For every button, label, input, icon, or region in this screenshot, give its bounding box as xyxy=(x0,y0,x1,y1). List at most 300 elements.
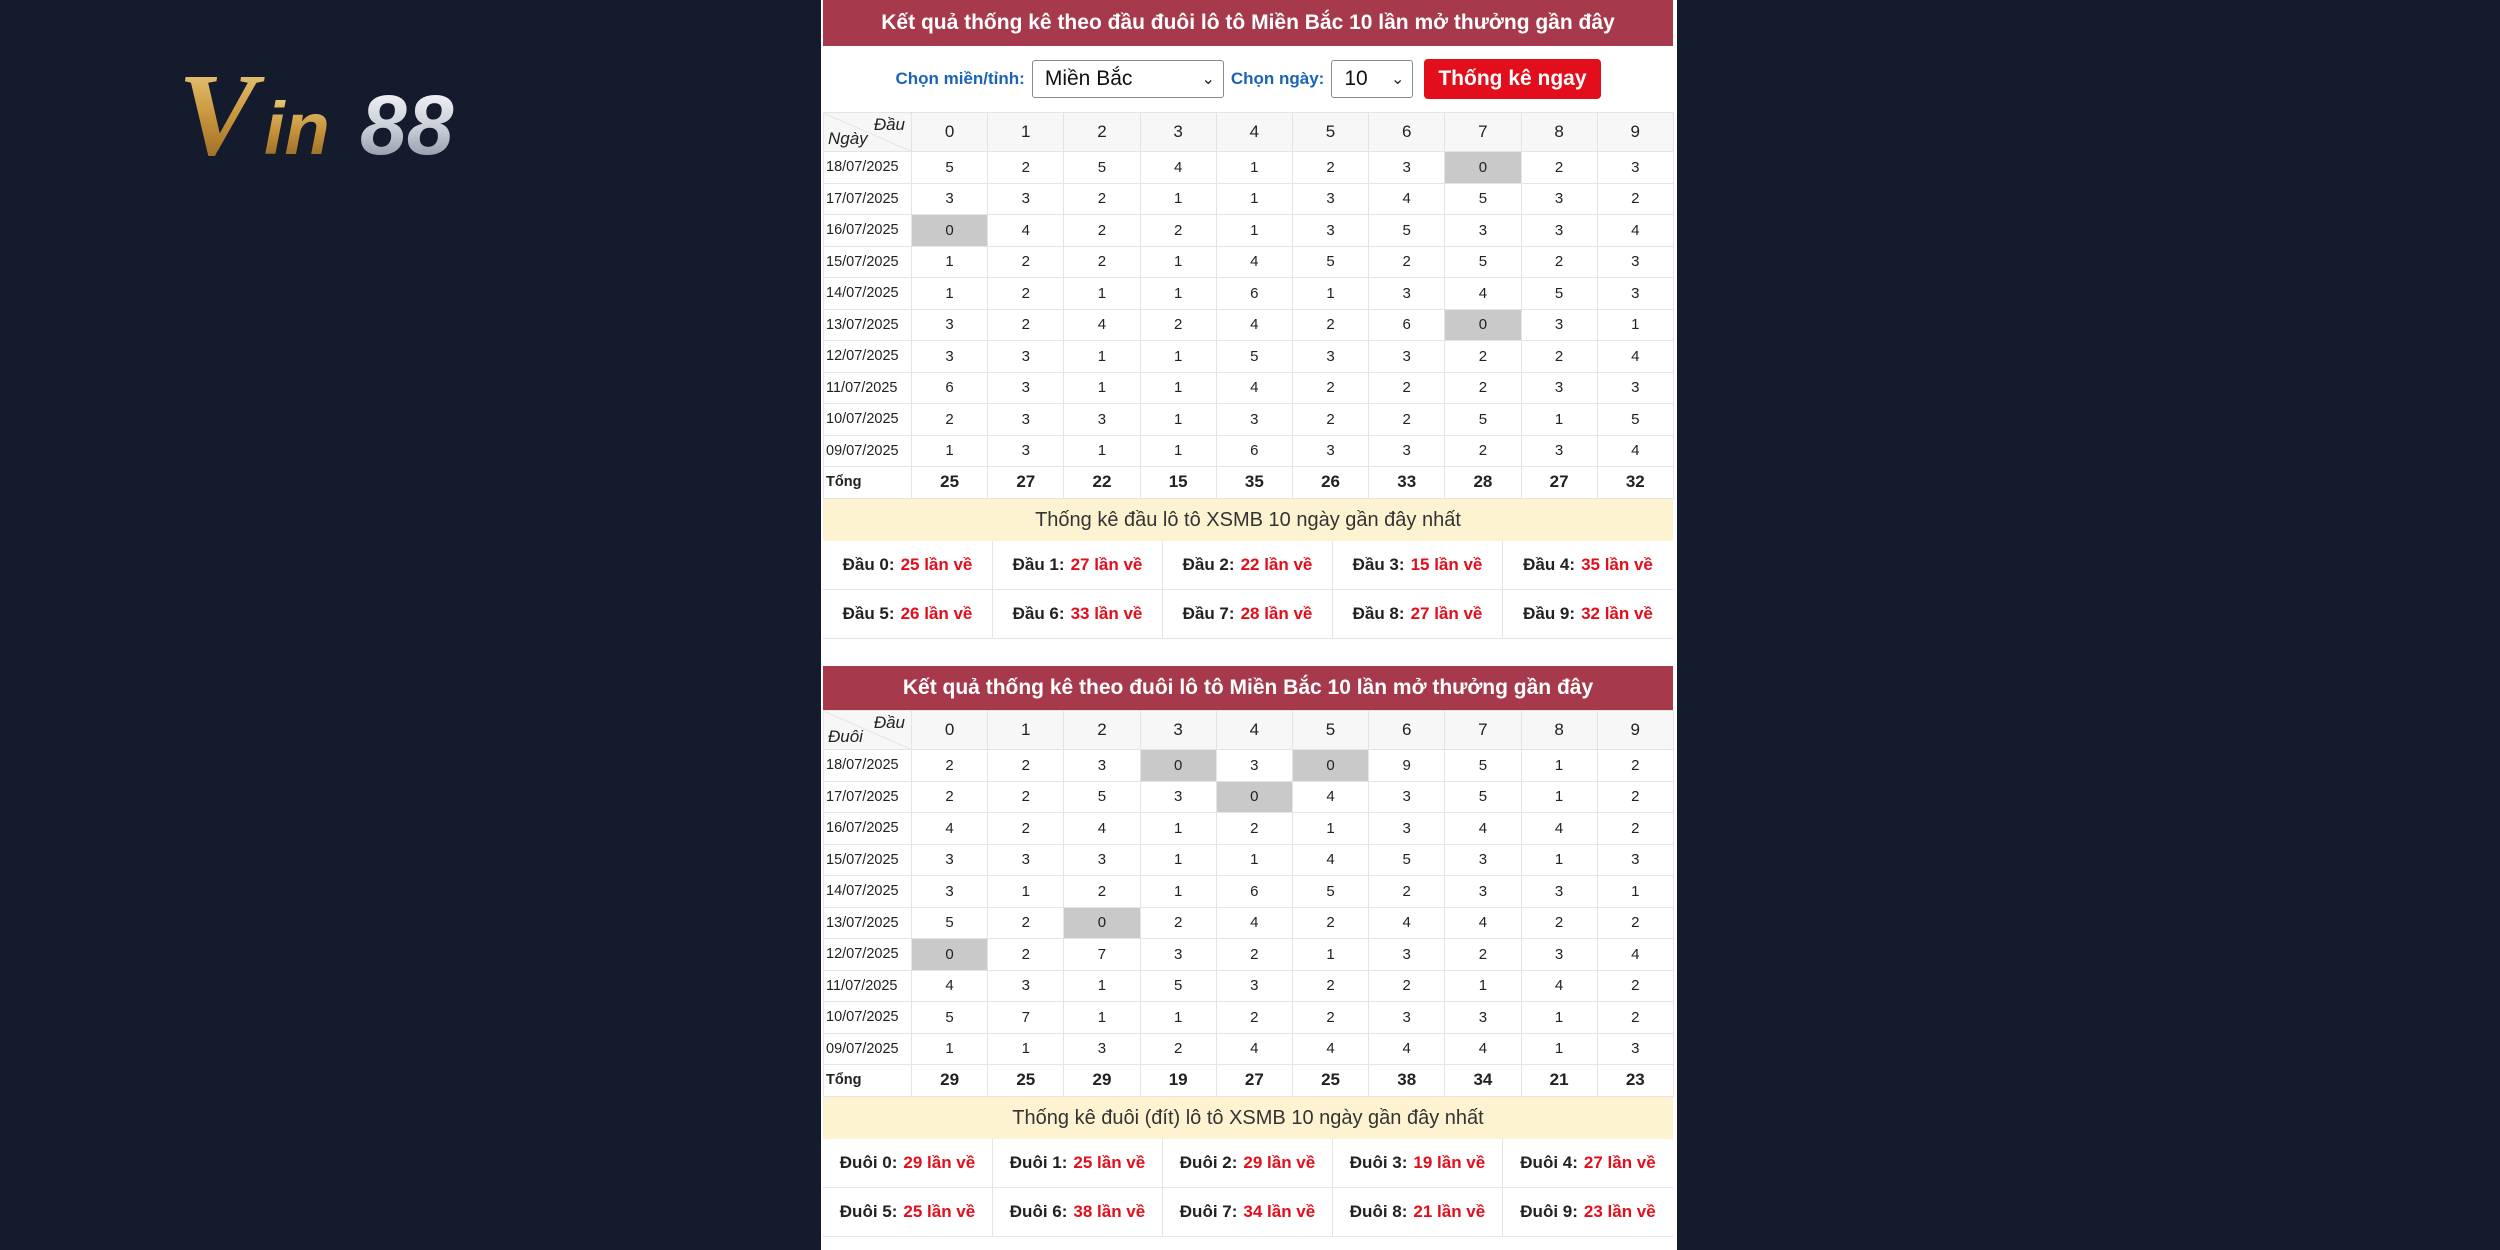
table-cell: 2 xyxy=(988,781,1064,813)
total-cell: 28 xyxy=(1445,467,1521,499)
table-cell: 2 xyxy=(1521,341,1597,373)
tail-statistics-section xyxy=(823,666,1673,1250)
table-cell: 1 xyxy=(1597,309,1673,341)
summary-value: 29 lần về xyxy=(1243,1152,1316,1172)
table-row xyxy=(824,939,1674,971)
table-row xyxy=(824,1002,1674,1034)
table-cell: 2 xyxy=(1064,246,1140,278)
tail-statistics-table xyxy=(823,710,1674,1097)
column-header: 2 xyxy=(1064,113,1140,152)
table-cell: 3 xyxy=(1597,152,1673,184)
table-cell: 9 xyxy=(1369,750,1445,782)
total-row xyxy=(824,467,1674,499)
table-cell: 1 xyxy=(1216,183,1292,215)
table-cell: 0 xyxy=(912,215,988,247)
row-date: 15/07/2025 xyxy=(824,844,912,876)
table-cell: 2 xyxy=(1292,907,1368,939)
table-cell: 1 xyxy=(1064,970,1140,1002)
summary-label: Đầu 9: xyxy=(1523,603,1576,623)
summary-label: Đuôi 2: xyxy=(1179,1152,1238,1172)
table-cell: 4 xyxy=(1597,939,1673,971)
column-header: 6 xyxy=(1369,711,1445,750)
table-cell: 1 xyxy=(1445,970,1521,1002)
total-cell: 33 xyxy=(1369,467,1445,499)
table-cell: 1 xyxy=(1140,183,1216,215)
table-cell: 3 xyxy=(912,876,988,908)
table-cell: 4 xyxy=(1064,309,1140,341)
table-cell: 3 xyxy=(912,844,988,876)
table-cell: 3 xyxy=(1521,876,1597,908)
table-cell: 1 xyxy=(912,278,988,310)
table-row xyxy=(824,215,1674,247)
head-statistics-table xyxy=(823,112,1674,499)
table-cell: 2 xyxy=(988,246,1064,278)
table-cell: 5 xyxy=(912,1002,988,1034)
table-cell: 4 xyxy=(1521,813,1597,845)
table-cell: 1 xyxy=(1064,278,1140,310)
summary-item xyxy=(1163,1139,1333,1188)
summary-item xyxy=(823,1188,993,1237)
table-cell: 2 xyxy=(988,309,1064,341)
table-cell: 2 xyxy=(1216,813,1292,845)
table-cell: 5 xyxy=(1597,404,1673,436)
summary-item xyxy=(1503,1139,1673,1188)
summary-value: 25 lần về xyxy=(903,1201,976,1221)
summary-item xyxy=(1503,1188,1673,1237)
chevron-down-icon: ⌄ xyxy=(1390,71,1405,88)
tail-statistics-title: Kết quả thống kê theo đuôi lô tô Miền Bắc 10 lần mở thưởng gần đây xyxy=(823,666,1673,710)
table-cell: 2 xyxy=(1597,1002,1673,1034)
table-cell: 2 xyxy=(1292,309,1368,341)
table-cell: 5 xyxy=(1445,246,1521,278)
summary-label: Đuôi 1: xyxy=(1009,1152,1068,1172)
table-corner xyxy=(824,113,912,152)
table-cell: 4 xyxy=(1216,372,1292,404)
table-cell: 2 xyxy=(1445,372,1521,404)
summary-value: 22 lần về xyxy=(1240,554,1313,574)
table-row xyxy=(824,750,1674,782)
table-cell: 3 xyxy=(1521,435,1597,467)
table-cell: 3 xyxy=(988,183,1064,215)
table-cell: 3 xyxy=(1216,750,1292,782)
table-cell: 5 xyxy=(1369,215,1445,247)
table-cell: 3 xyxy=(912,341,988,373)
column-header: 3 xyxy=(1140,113,1216,152)
table-cell: 2 xyxy=(1521,246,1597,278)
summary-value: 15 lần về xyxy=(1410,554,1483,574)
row-date: 12/07/2025 xyxy=(824,341,912,373)
summary-value: 28 lần về xyxy=(1240,603,1313,623)
table-cell: 6 xyxy=(912,372,988,404)
summary-value: 25 lần về xyxy=(900,554,973,574)
total-cell: 38 xyxy=(1369,1065,1445,1097)
logo-mark-in: in xyxy=(264,87,330,168)
total-cell: 34 xyxy=(1445,1065,1521,1097)
table-cell: 4 xyxy=(988,215,1064,247)
summary-item xyxy=(1163,590,1333,639)
summary-value: 26 lần về xyxy=(900,603,973,623)
table-cell: 2 xyxy=(1064,215,1140,247)
summary-item xyxy=(993,1188,1163,1237)
table-cell: 4 xyxy=(1216,246,1292,278)
summary-item xyxy=(1163,541,1333,590)
column-header: 2 xyxy=(1064,711,1140,750)
table-cell: 1 xyxy=(1140,435,1216,467)
row-date: 16/07/2025 xyxy=(824,813,912,845)
row-date: 14/07/2025 xyxy=(824,278,912,310)
table-cell: 2 xyxy=(988,278,1064,310)
summary-item xyxy=(993,1139,1163,1188)
summary-label: Đuôi 5: xyxy=(839,1201,898,1221)
table-cell: 0 xyxy=(912,939,988,971)
table-cell: 2 xyxy=(1064,183,1140,215)
table-cell: 3 xyxy=(1369,939,1445,971)
table-cell: 1 xyxy=(1521,750,1597,782)
table-cell: 2 xyxy=(1292,970,1368,1002)
row-date: 12/07/2025 xyxy=(824,939,912,971)
column-header: 9 xyxy=(1597,711,1673,750)
summary-item xyxy=(1333,590,1503,639)
row-date: 13/07/2025 xyxy=(824,907,912,939)
table-cell: 1 xyxy=(1292,278,1368,310)
table-row xyxy=(824,781,1674,813)
logo-mark-v: V xyxy=(178,56,257,168)
corner-top-label: Đầu xyxy=(873,713,905,732)
region-select-value: Miền Bắc xyxy=(1044,67,1133,90)
table-cell: 2 xyxy=(1597,907,1673,939)
summary-value: 19 lần về xyxy=(1413,1152,1486,1172)
table-row xyxy=(824,435,1674,467)
summary-value: 25 lần về xyxy=(1073,1152,1146,1172)
chevron-down-icon: ⌄ xyxy=(1201,71,1215,88)
total-cell: 29 xyxy=(1064,1065,1140,1097)
table-cell: 5 xyxy=(912,907,988,939)
table-cell: 3 xyxy=(1597,1033,1673,1065)
days-select[interactable] xyxy=(1331,60,1413,98)
table-cell: 7 xyxy=(1064,939,1140,971)
table-cell: 3 xyxy=(1445,1002,1521,1034)
table-cell: 2 xyxy=(1369,372,1445,404)
summary-value: 27 lần về xyxy=(1070,554,1143,574)
table-cell: 1 xyxy=(1140,404,1216,436)
table-cell: 2 xyxy=(1369,876,1445,908)
total-cell: 23 xyxy=(1597,1065,1673,1097)
table-cell: 5 xyxy=(1140,970,1216,1002)
summary-label: Đuôi 6: xyxy=(1009,1201,1068,1221)
summary-value: 33 lần về xyxy=(1070,603,1143,623)
summary-label: Đầu 5: xyxy=(842,603,895,623)
row-date: 11/07/2025 xyxy=(824,372,912,404)
vin88-logo-image xyxy=(176,56,536,168)
total-cell: 21 xyxy=(1521,1065,1597,1097)
head-summary-grid xyxy=(823,541,1673,639)
table-cell: 0 xyxy=(1140,750,1216,782)
summary-label: Đầu 0: xyxy=(842,554,895,574)
table-cell: 2 xyxy=(988,907,1064,939)
summary-label: Đầu 6: xyxy=(1012,603,1065,623)
table-cell: 2 xyxy=(1140,215,1216,247)
table-cell: 2 xyxy=(1140,907,1216,939)
total-cell: 26 xyxy=(1292,467,1368,499)
summary-value: 27 lần về xyxy=(1583,1152,1656,1172)
total-cell: 19 xyxy=(1140,1065,1216,1097)
table-row xyxy=(824,278,1674,310)
column-header: 9 xyxy=(1597,113,1673,152)
table-cell: 2 xyxy=(1369,246,1445,278)
table-cell: 5 xyxy=(1445,404,1521,436)
table-cell: 4 xyxy=(1445,813,1521,845)
table-row xyxy=(824,404,1674,436)
row-date: 14/07/2025 xyxy=(824,876,912,908)
table-row xyxy=(824,970,1674,1002)
table-cell: 2 xyxy=(988,813,1064,845)
table-cell: 2 xyxy=(1597,813,1673,845)
summary-item xyxy=(1503,541,1673,590)
table-cell: 3 xyxy=(1064,1033,1140,1065)
table-cell: 3 xyxy=(1292,215,1368,247)
table-cell: 2 xyxy=(1445,435,1521,467)
table-cell: 2 xyxy=(1597,970,1673,1002)
row-date: 09/07/2025 xyxy=(824,435,912,467)
table-cell: 3 xyxy=(1064,844,1140,876)
column-header: 8 xyxy=(1521,113,1597,152)
column-header: 1 xyxy=(988,113,1064,152)
table-cell: 2 xyxy=(912,404,988,436)
table-cell: 3 xyxy=(1369,1002,1445,1034)
table-cell: 2 xyxy=(1216,1002,1292,1034)
table-cell: 1 xyxy=(1292,939,1368,971)
summary-value: 27 lần về xyxy=(1410,603,1483,623)
table-cell: 4 xyxy=(1445,907,1521,939)
summary-value: 38 lần về xyxy=(1073,1201,1146,1221)
column-header: 7 xyxy=(1445,711,1521,750)
column-header: 3 xyxy=(1140,711,1216,750)
total-cell: 27 xyxy=(988,467,1064,499)
corner-bottom-label: Đuôi xyxy=(828,727,863,746)
summary-item xyxy=(1503,590,1673,639)
table-cell: 4 xyxy=(912,970,988,1002)
summary-item xyxy=(823,1139,993,1188)
table-cell: 6 xyxy=(1216,435,1292,467)
row-date: 16/07/2025 xyxy=(824,215,912,247)
table-cell: 1 xyxy=(912,1033,988,1065)
table-cell: 1 xyxy=(1140,876,1216,908)
table-cell: 4 xyxy=(1597,341,1673,373)
table-cell: 4 xyxy=(1369,183,1445,215)
table-cell: 3 xyxy=(1292,183,1368,215)
table-cell: 3 xyxy=(1445,844,1521,876)
table-cell: 3 xyxy=(1369,813,1445,845)
table-cell: 4 xyxy=(1445,1033,1521,1065)
table-cell: 2 xyxy=(1597,183,1673,215)
table-cell: 3 xyxy=(912,183,988,215)
table-row xyxy=(824,152,1674,184)
table-cell: 3 xyxy=(1597,246,1673,278)
summary-value: 35 lần về xyxy=(1581,554,1653,574)
table-cell: 1 xyxy=(988,876,1064,908)
table-cell: 1 xyxy=(1521,1002,1597,1034)
row-date: 10/07/2025 xyxy=(824,404,912,436)
table-cell: 5 xyxy=(1064,781,1140,813)
table-cell: 1 xyxy=(1216,215,1292,247)
column-header: 4 xyxy=(1216,113,1292,152)
table-cell: 2 xyxy=(912,750,988,782)
table-cell: 2 xyxy=(1292,372,1368,404)
table-cell: 1 xyxy=(1216,844,1292,876)
table-cell: 3 xyxy=(988,372,1064,404)
column-header: 5 xyxy=(1292,711,1368,750)
column-header: 4 xyxy=(1216,711,1292,750)
summary-label: Đầu 3: xyxy=(1352,554,1405,574)
table-cell: 2 xyxy=(1292,404,1368,436)
row-date: 11/07/2025 xyxy=(824,970,912,1002)
summary-item xyxy=(823,590,993,639)
total-cell: 25 xyxy=(912,467,988,499)
vin88-logo[interactable] xyxy=(176,56,536,168)
row-date: 10/07/2025 xyxy=(824,1002,912,1034)
table-cell: 3 xyxy=(1445,876,1521,908)
days-select-value: 10 xyxy=(1344,67,1368,90)
table-cell: 4 xyxy=(1140,152,1216,184)
summary-item xyxy=(1333,1139,1503,1188)
row-date: 15/07/2025 xyxy=(824,246,912,278)
tail-summary-grid xyxy=(823,1139,1673,1237)
total-label: Tổng xyxy=(824,1065,912,1097)
table-cell: 2 xyxy=(1521,152,1597,184)
column-header: 8 xyxy=(1521,711,1597,750)
summary-value: 23 lần về xyxy=(1583,1201,1656,1221)
table-cell: 0 xyxy=(1292,750,1368,782)
row-date: 18/07/2025 xyxy=(824,152,912,184)
total-cell: 29 xyxy=(912,1065,988,1097)
table-cell: 2 xyxy=(1292,1002,1368,1034)
table-cell: 3 xyxy=(912,309,988,341)
row-date: 17/07/2025 xyxy=(824,183,912,215)
table-cell: 2 xyxy=(1292,152,1368,184)
table-cell: 5 xyxy=(1445,781,1521,813)
summary-value: 29 lần về xyxy=(903,1152,976,1172)
table-cell: 5 xyxy=(1369,844,1445,876)
summary-item xyxy=(1163,1188,1333,1237)
table-cell: 6 xyxy=(1216,876,1292,908)
summary-label: Đuôi 8: xyxy=(1349,1201,1408,1221)
corner-bottom-label: Ngày xyxy=(828,129,868,148)
table-cell: 1 xyxy=(1292,813,1368,845)
logo-mark-88: 88 xyxy=(360,78,454,168)
table-row xyxy=(824,844,1674,876)
total-cell: 27 xyxy=(1521,467,1597,499)
total-cell: 15 xyxy=(1140,467,1216,499)
table-cell: 2 xyxy=(1140,309,1216,341)
column-header: 1 xyxy=(988,711,1064,750)
table-cell: 1 xyxy=(1140,813,1216,845)
table-row xyxy=(824,341,1674,373)
table-cell: 4 xyxy=(1369,1033,1445,1065)
table-cell: 3 xyxy=(1064,404,1140,436)
table-cell: 1 xyxy=(1140,372,1216,404)
table-cell: 3 xyxy=(1369,152,1445,184)
total-cell: 22 xyxy=(1064,467,1140,499)
table-cell: 1 xyxy=(1140,278,1216,310)
submit-statistics-button[interactable]: Thống kê ngay xyxy=(1424,59,1600,99)
table-cell: 4 xyxy=(1216,1033,1292,1065)
table-cell: 3 xyxy=(1292,341,1368,373)
summary-item xyxy=(823,541,993,590)
table-cell: 3 xyxy=(988,435,1064,467)
table-cell: 5 xyxy=(1521,278,1597,310)
summary-item xyxy=(1333,541,1503,590)
table-cell: 0 xyxy=(1216,781,1292,813)
table-cell: 2 xyxy=(1369,404,1445,436)
table-cell: 3 xyxy=(1521,939,1597,971)
table-cell: 0 xyxy=(1445,309,1521,341)
table-cell: 4 xyxy=(1292,1033,1368,1065)
table-cell: 1 xyxy=(1140,844,1216,876)
summary-value: 21 lần về xyxy=(1413,1201,1486,1221)
table-cell: 2 xyxy=(1369,970,1445,1002)
table-cell: 0 xyxy=(1445,152,1521,184)
summary-item xyxy=(993,541,1163,590)
column-header: 0 xyxy=(912,113,988,152)
table-cell: 3 xyxy=(1521,372,1597,404)
region-select[interactable] xyxy=(1032,60,1224,98)
table-cell: 3 xyxy=(1140,781,1216,813)
table-cell: 3 xyxy=(1369,341,1445,373)
table-cell: 5 xyxy=(1445,183,1521,215)
head-statistics-section xyxy=(823,0,1673,656)
table-cell: 2 xyxy=(912,781,988,813)
column-header: 6 xyxy=(1369,113,1445,152)
table-row xyxy=(824,246,1674,278)
tail-summary-title: Thống kê đuôi (đít) lô tô XSMB 10 ngày gần đây nhất xyxy=(823,1097,1673,1139)
table-cell: 5 xyxy=(1292,246,1368,278)
table-cell: 6 xyxy=(1369,309,1445,341)
table-row xyxy=(824,1033,1674,1065)
summary-label: Đầu 8: xyxy=(1352,603,1405,623)
table-cell: 1 xyxy=(1140,1002,1216,1034)
table-cell: 4 xyxy=(912,813,988,845)
table-row xyxy=(824,907,1674,939)
summary-label: Đuôi 0: xyxy=(839,1152,898,1172)
table-cell: 1 xyxy=(912,435,988,467)
table-cell: 3 xyxy=(988,404,1064,436)
row-date: 18/07/2025 xyxy=(824,750,912,782)
table-cell: 1 xyxy=(1597,876,1673,908)
table-cell: 4 xyxy=(1369,907,1445,939)
table-cell: 2 xyxy=(1140,1033,1216,1065)
total-cell: 25 xyxy=(988,1065,1064,1097)
head-statistics-title: Kết quả thống kê theo đầu đuôi lô tô Miền Bắc 10 lần mở thưởng gần đây xyxy=(823,0,1673,46)
table-cell: 2 xyxy=(1445,341,1521,373)
table-cell: 3 xyxy=(988,844,1064,876)
summary-value: 34 lần về xyxy=(1243,1201,1316,1221)
table-cell: 3 xyxy=(1369,781,1445,813)
table-cell: 3 xyxy=(988,970,1064,1002)
total-cell: 35 xyxy=(1216,467,1292,499)
table-cell: 1 xyxy=(1216,152,1292,184)
table-cell: 3 xyxy=(1597,278,1673,310)
table-cell: 3 xyxy=(1292,435,1368,467)
table-cell: 5 xyxy=(1064,152,1140,184)
total-row xyxy=(824,1065,1674,1097)
table-cell: 7 xyxy=(988,1002,1064,1034)
table-cell: 3 xyxy=(1216,970,1292,1002)
table-cell: 3 xyxy=(1369,278,1445,310)
table-cell: 1 xyxy=(1064,341,1140,373)
table-cell: 3 xyxy=(1521,309,1597,341)
table-cell: 5 xyxy=(912,152,988,184)
table-cell: 3 xyxy=(1445,215,1521,247)
